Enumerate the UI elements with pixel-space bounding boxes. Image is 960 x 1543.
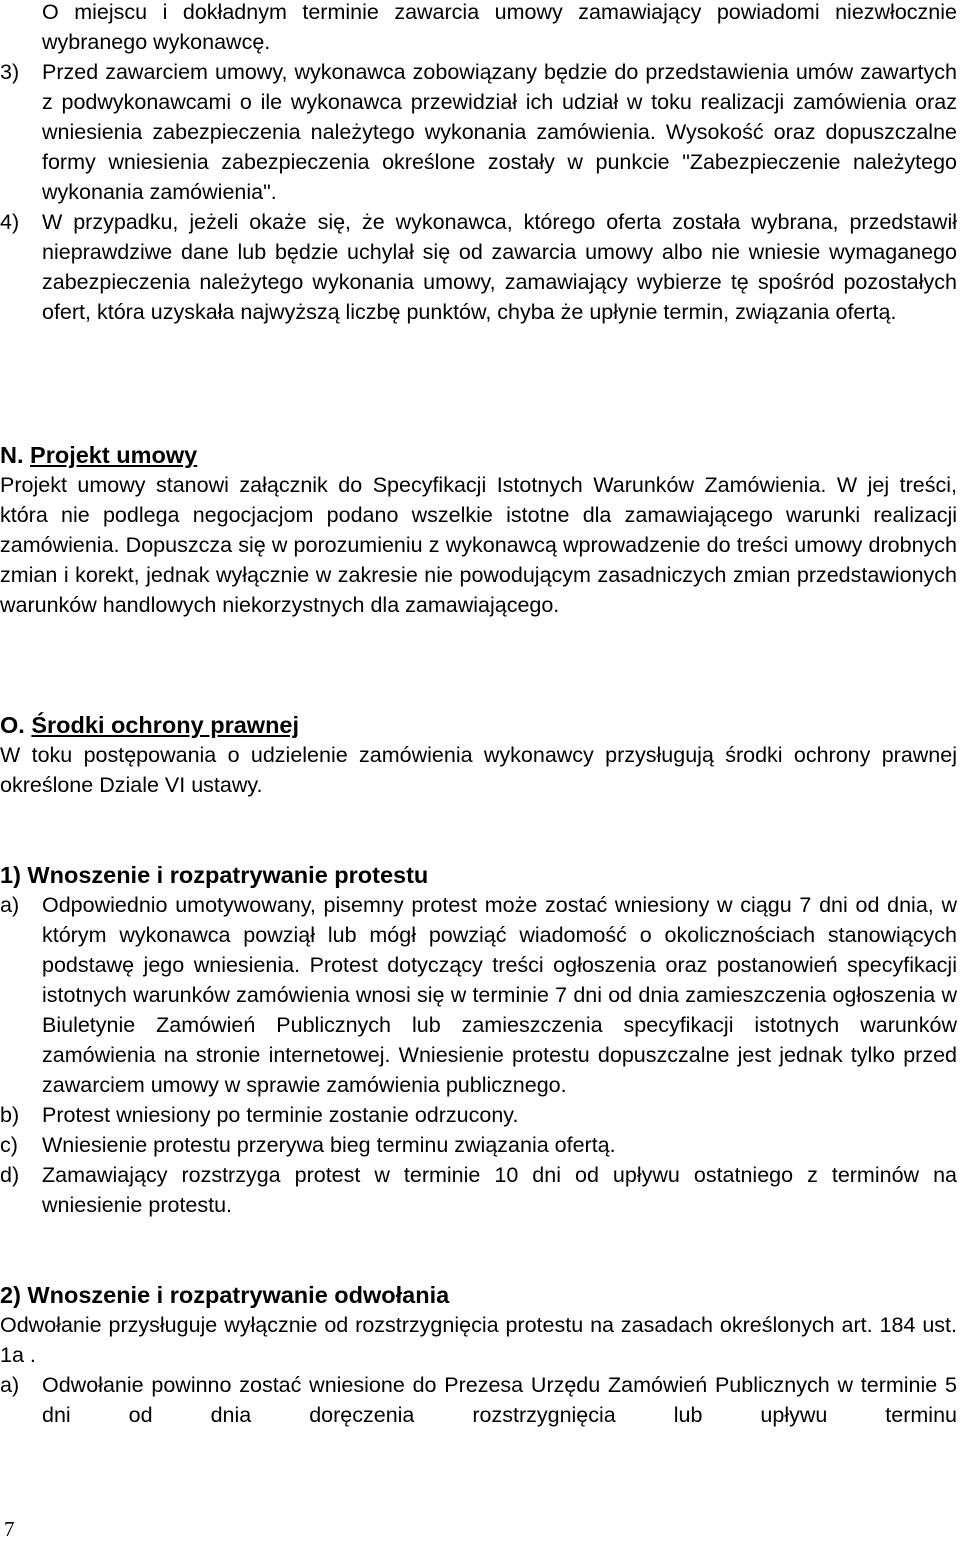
list-item xyxy=(0,1100,957,1130)
section-n xyxy=(0,440,957,620)
item-text: O miejscu i dokładnym terminie zawarcia umowy zamawiający powiadomi niezwłocznie wybranego wykonawcę. xyxy=(42,0,957,54)
page-number: 7 xyxy=(4,1517,15,1541)
section-title: Projekt umowy xyxy=(30,442,198,468)
item-text: Wniesienie protestu przerywa bieg terminu związania ofertą. xyxy=(42,1133,616,1157)
list-item xyxy=(0,57,957,207)
item-number: 4) xyxy=(0,210,20,234)
section-title: Środki ochrony prawnej xyxy=(31,712,300,738)
list-item xyxy=(0,207,957,327)
subsection-protest xyxy=(0,860,957,1220)
item-text: W przypadku, jeżeli okaże się, że wykonawca, którego oferta została wybrana, przedstawił nieprawdziwe dane lub będzie uchylał się od zawarcia umowy albo nie wniesie wymaganego zabezpieczenia należytego wykonania umowy, zamawiający wybierze tę spośród pozostałych ofert, która uzyskała najwyższą liczbę punktów, chyba że upłynie termin, związania ofertą. xyxy=(42,210,957,324)
subsection-odwolanie xyxy=(0,1280,957,1430)
list-item xyxy=(0,0,957,57)
section-letter: N. xyxy=(0,442,24,468)
list-item xyxy=(0,1160,957,1220)
section-body: W toku postępowania o udzielenie zamówienia wykonawcy przysługują środki ochrony prawnej określone Dziale VI ustawy. xyxy=(0,743,957,797)
item-letter: a) xyxy=(0,893,20,917)
item-text: Protest wniesiony po terminie zostanie odrzucony. xyxy=(42,1103,519,1127)
subsection-title: 1) Wnoszenie i rozpatrywanie protestu xyxy=(0,862,429,888)
subsection-body: Odwołanie przysługuje wyłącznie od rozstrzygnięcia protestu na zasadach określonych art. 184 ust. 1a . xyxy=(0,1313,957,1367)
item-text: Przed zawarciem umowy, wykonawca zobowiązany będzie do przedstawienia umów zawartych z podwykonawcami o ile wykonawca przewidział ich udział w toku realizacji zamówienia oraz wniesienia zabezpieczenia należytego wykonania zamówienia. Wysokość oraz dopuszczalne formy wniesienia zabezpieczenia określone zostały w punkcie "Zabezpieczenie należytego wykonania zamówienia". xyxy=(42,60,957,204)
item-letter: c) xyxy=(0,1133,18,1157)
section-heading xyxy=(0,710,957,740)
item-text: Zamawiający rozstrzyga protest w terminie 10 dni od upływu ostatniego z terminów na wniesienie protestu. xyxy=(42,1163,957,1217)
subsection-title: 2) Wnoszenie i rozpatrywanie odwołania xyxy=(0,1282,450,1308)
section-body: Projekt umowy stanowi załącznik do Specyfikacji Istotnych Warunków Zamówienia. W jej treści, która nie podlega negocjacjom podano wszelkie istotne dla zamawiającego warunki realizacji zamówienia. Dopuszcza się w porozumieniu z wykonawcą wprowadzenie do treści umowy drobnych zmian i korekt, jednak wyłącznie w zakresie nie powodującym zasadniczych zmian przedstawionych warunków handlowych niekorzystnych dla zamawiającego. xyxy=(0,473,957,617)
section-letter: O. xyxy=(0,712,25,738)
list-item xyxy=(0,1130,957,1160)
item-letter: a) xyxy=(0,1373,20,1397)
top-items xyxy=(0,0,957,327)
item-letter: b) xyxy=(0,1103,20,1127)
section-o xyxy=(0,710,957,800)
item-text: Odpowiednio umotywowany, pisemny protest może zostać wniesiony w ciągu 7 dni od dnia, w którym wykonawca powziął lub mógł powziąć wiadomość o okolicznościach stanowiących podstawę jego wniesienia. Protest dotyczący treści ogłoszenia oraz postanowień specyfikacji istotnych warunków zamówienia wnosi się w terminie 7 dni od dnia zamieszczenia ogłoszenia w Biuletynie Zamówień Publicznych lub zamieszczenia specyfikacji istotnych warunków zamówienia na stronie internetowej. Wniesienie protestu dopuszczalne jest jednak tylko przed zawarciem umowy w sprawie zamówienia publicznego. xyxy=(42,893,957,1097)
item-text: Odwołanie powinno zostać wniesione do Prezesa Urzędu Zamówień Publicznych w terminie 5 dni od dnia doręczenia rozstrzygnięcia lub upływu terminu xyxy=(42,1373,957,1427)
item-letter: d) xyxy=(0,1163,20,1187)
item-number: 3) xyxy=(0,60,20,84)
section-heading xyxy=(0,440,957,470)
list-item xyxy=(0,890,957,1100)
list-item xyxy=(0,1370,957,1430)
